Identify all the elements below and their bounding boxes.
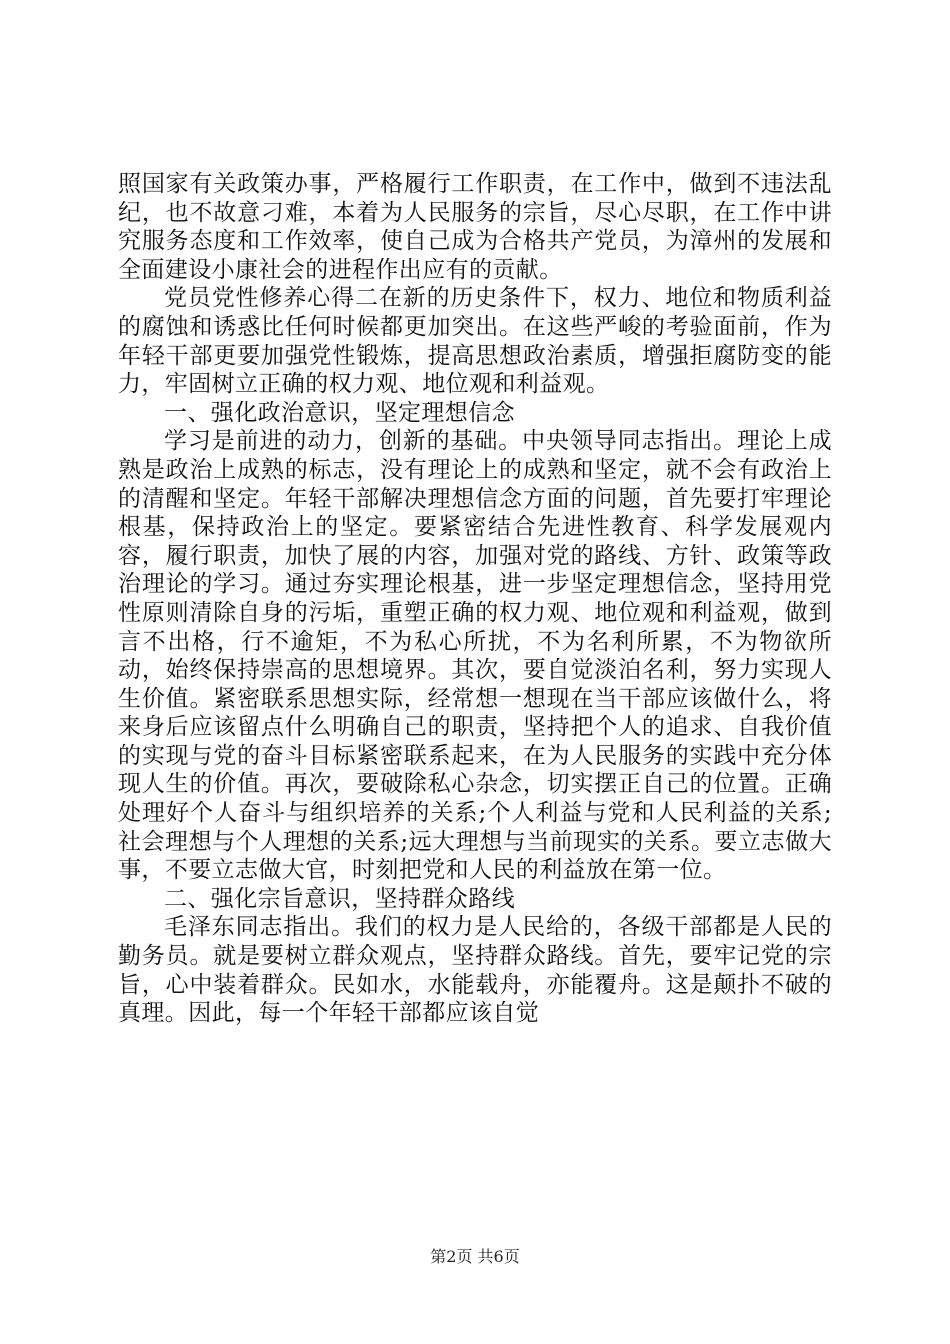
page-footer: 第2页 共6页 (430, 1247, 520, 1266)
body-text (118, 170, 832, 1028)
section-heading-2: 二、强化宗旨意识，坚持群众路线 (164, 885, 515, 912)
paragraph-continued: 照国家有关政策办事，严格履行工作职责，在工作中，做到不违法乱纪，也不故意刁难，本着为人民服务的宗旨，尽心尽职，在工作中讲究服务态度和工作效率，使自己成为合格共产党员，为漳州的发展和全面建设小康社会的进程作出应有的贡献。 (118, 171, 832, 283)
paragraph-section-2: 毛泽东同志指出。我们的权力是人民给的，各级干部都是人民的勤务员。就是要树立群众观点，坚持群众路线。首先，要牢记党的宗旨，心中装着群众。民如水，水能载舟，亦能覆舟。这是颠扑不破的真理。因此，每一个年轻干部都应该自觉 (118, 914, 832, 1027)
paragraph-section-1: 学习是前进的动力，创新的基础。中央领导同志指出。理论上成熟是政治上成熟的标志，没有理论上的成熟和坚定，就不会有政治上的清醒和坚定。年轻干部解决理想信念方面的问题，首先要打牢理论根基，保持政治上的坚定。要紧密结合先进性教育、科学发展观内容，履行职责，加快了展的内容，加强对党的路线、方针、政策等政治理论的学习。通过夯实理论根基，进一步坚定理想信念，坚持用党性原则清除自身的污垢，重塑正确的权力观、地位观和利益观，做到言不出格，行不逾矩，不为私心所扰，不为名利所累，不为物欲所动，始终保持崇高的思想境界。其次，要自觉淡泊名利，努力实现人生价值。紧密联系思想实际，经常想一想现在当干部应该做什么，将来身后应该留点什么明确自己的职责，坚持把个人的追求、自我价值的实现与党的奋斗目标紧密联系起来，在为人民服务的实践中充分体现人生的价值。再次，要破除私心杂念，切实摆正自己的位置。正确处理好个人奋斗与组织培养的关系;个人利益与党和人民利益的关系;社会理想与个人理想的关系;远大理想与当前现实的关系。要立志做大事，不要立志做大官，时刻把党和人民的利益放在第一位。 (118, 428, 832, 884)
section-heading-1: 一、强化政治意识，坚定理想信念 (164, 399, 515, 426)
paragraph-intro: 党员党性修养心得二在新的历史条件下，权力、地位和物质利益的腐蚀和诱惑比任何时候都更加突出。在这些严峻的考验面前，作为年轻干部更要加强党性锻炼，提高思想政治素质，增强拒腐防变的能力，牢固树立正确的权力观、地位观和利益观。 (118, 285, 832, 398)
